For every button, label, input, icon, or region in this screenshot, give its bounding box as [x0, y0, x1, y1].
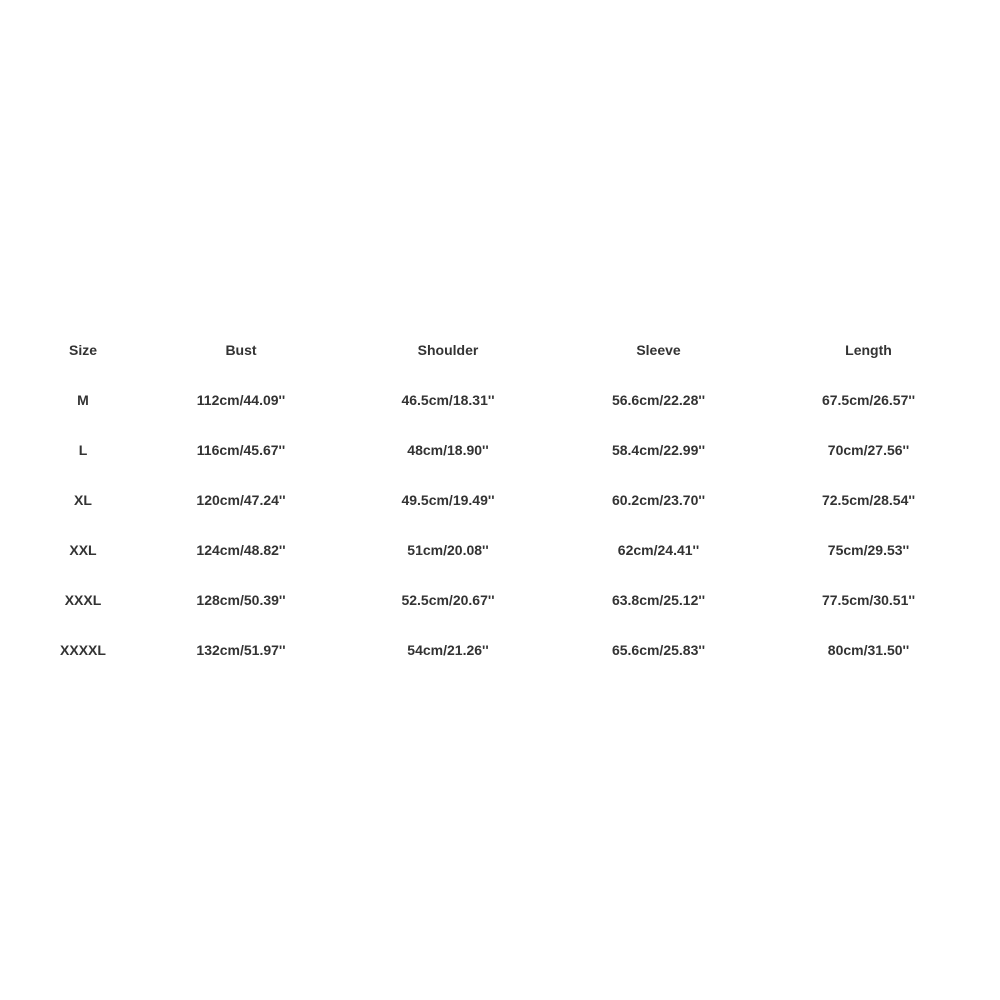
header-bust: Bust	[225, 342, 257, 358]
header-size: Size	[68, 342, 97, 358]
cell-sleeve: 60.2cm/23.70''	[611, 492, 706, 508]
table-row	[0, 475, 1000, 525]
cell-bust: 128cm/50.39''	[196, 592, 286, 608]
cell-shoulder: 49.5cm/19.49''	[401, 492, 495, 508]
cell-bust: 116cm/45.67''	[196, 442, 286, 458]
cell-length: 72.5cm/28.54''	[821, 492, 916, 508]
cell-shoulder: 46.5cm/18.31''	[401, 392, 495, 408]
cell-length: 77.5cm/30.51''	[821, 592, 916, 608]
cell-bust: 112cm/44.09''	[196, 392, 286, 408]
header-row	[0, 325, 1000, 375]
header-sleeve: Sleeve	[636, 342, 681, 358]
cell-length: 67.5cm/26.57''	[821, 392, 916, 408]
table-row	[0, 525, 1000, 575]
cell-shoulder: 52.5cm/20.67''	[401, 592, 495, 608]
cell-sleeve: 62cm/24.41''	[617, 542, 700, 558]
table-row	[0, 425, 1000, 475]
cell-sleeve: 63.8cm/25.12''	[611, 592, 706, 608]
cell-size: M	[77, 392, 89, 408]
table-row	[0, 375, 1000, 425]
cell-bust: 124cm/48.82''	[196, 542, 286, 558]
cell-size: XXXXL	[60, 642, 106, 658]
cell-size: L	[78, 442, 88, 458]
header-shoulder: Shoulder	[417, 342, 479, 358]
cell-shoulder: 51cm/20.08''	[407, 542, 489, 558]
cell-size: XXXL	[64, 592, 102, 608]
table-row	[0, 575, 1000, 625]
cell-length: 80cm/31.50''	[827, 642, 910, 658]
cell-length: 75cm/29.53''	[827, 542, 910, 558]
cell-bust: 120cm/47.24''	[196, 492, 286, 508]
cell-bust: 132cm/51.97''	[196, 642, 286, 658]
size-chart-table	[0, 325, 1000, 675]
cell-sleeve: 56.6cm/22.28''	[611, 392, 706, 408]
cell-size: XL	[74, 492, 92, 508]
cell-sleeve: 65.6cm/25.83''	[611, 642, 706, 658]
cell-shoulder: 54cm/21.26''	[407, 642, 489, 658]
cell-sleeve: 58.4cm/22.99''	[611, 442, 706, 458]
header-length: Length	[845, 342, 892, 358]
cell-length: 70cm/27.56''	[827, 442, 910, 458]
cell-shoulder: 48cm/18.90''	[407, 442, 489, 458]
table-row	[0, 625, 1000, 675]
cell-size: XXL	[69, 542, 97, 558]
